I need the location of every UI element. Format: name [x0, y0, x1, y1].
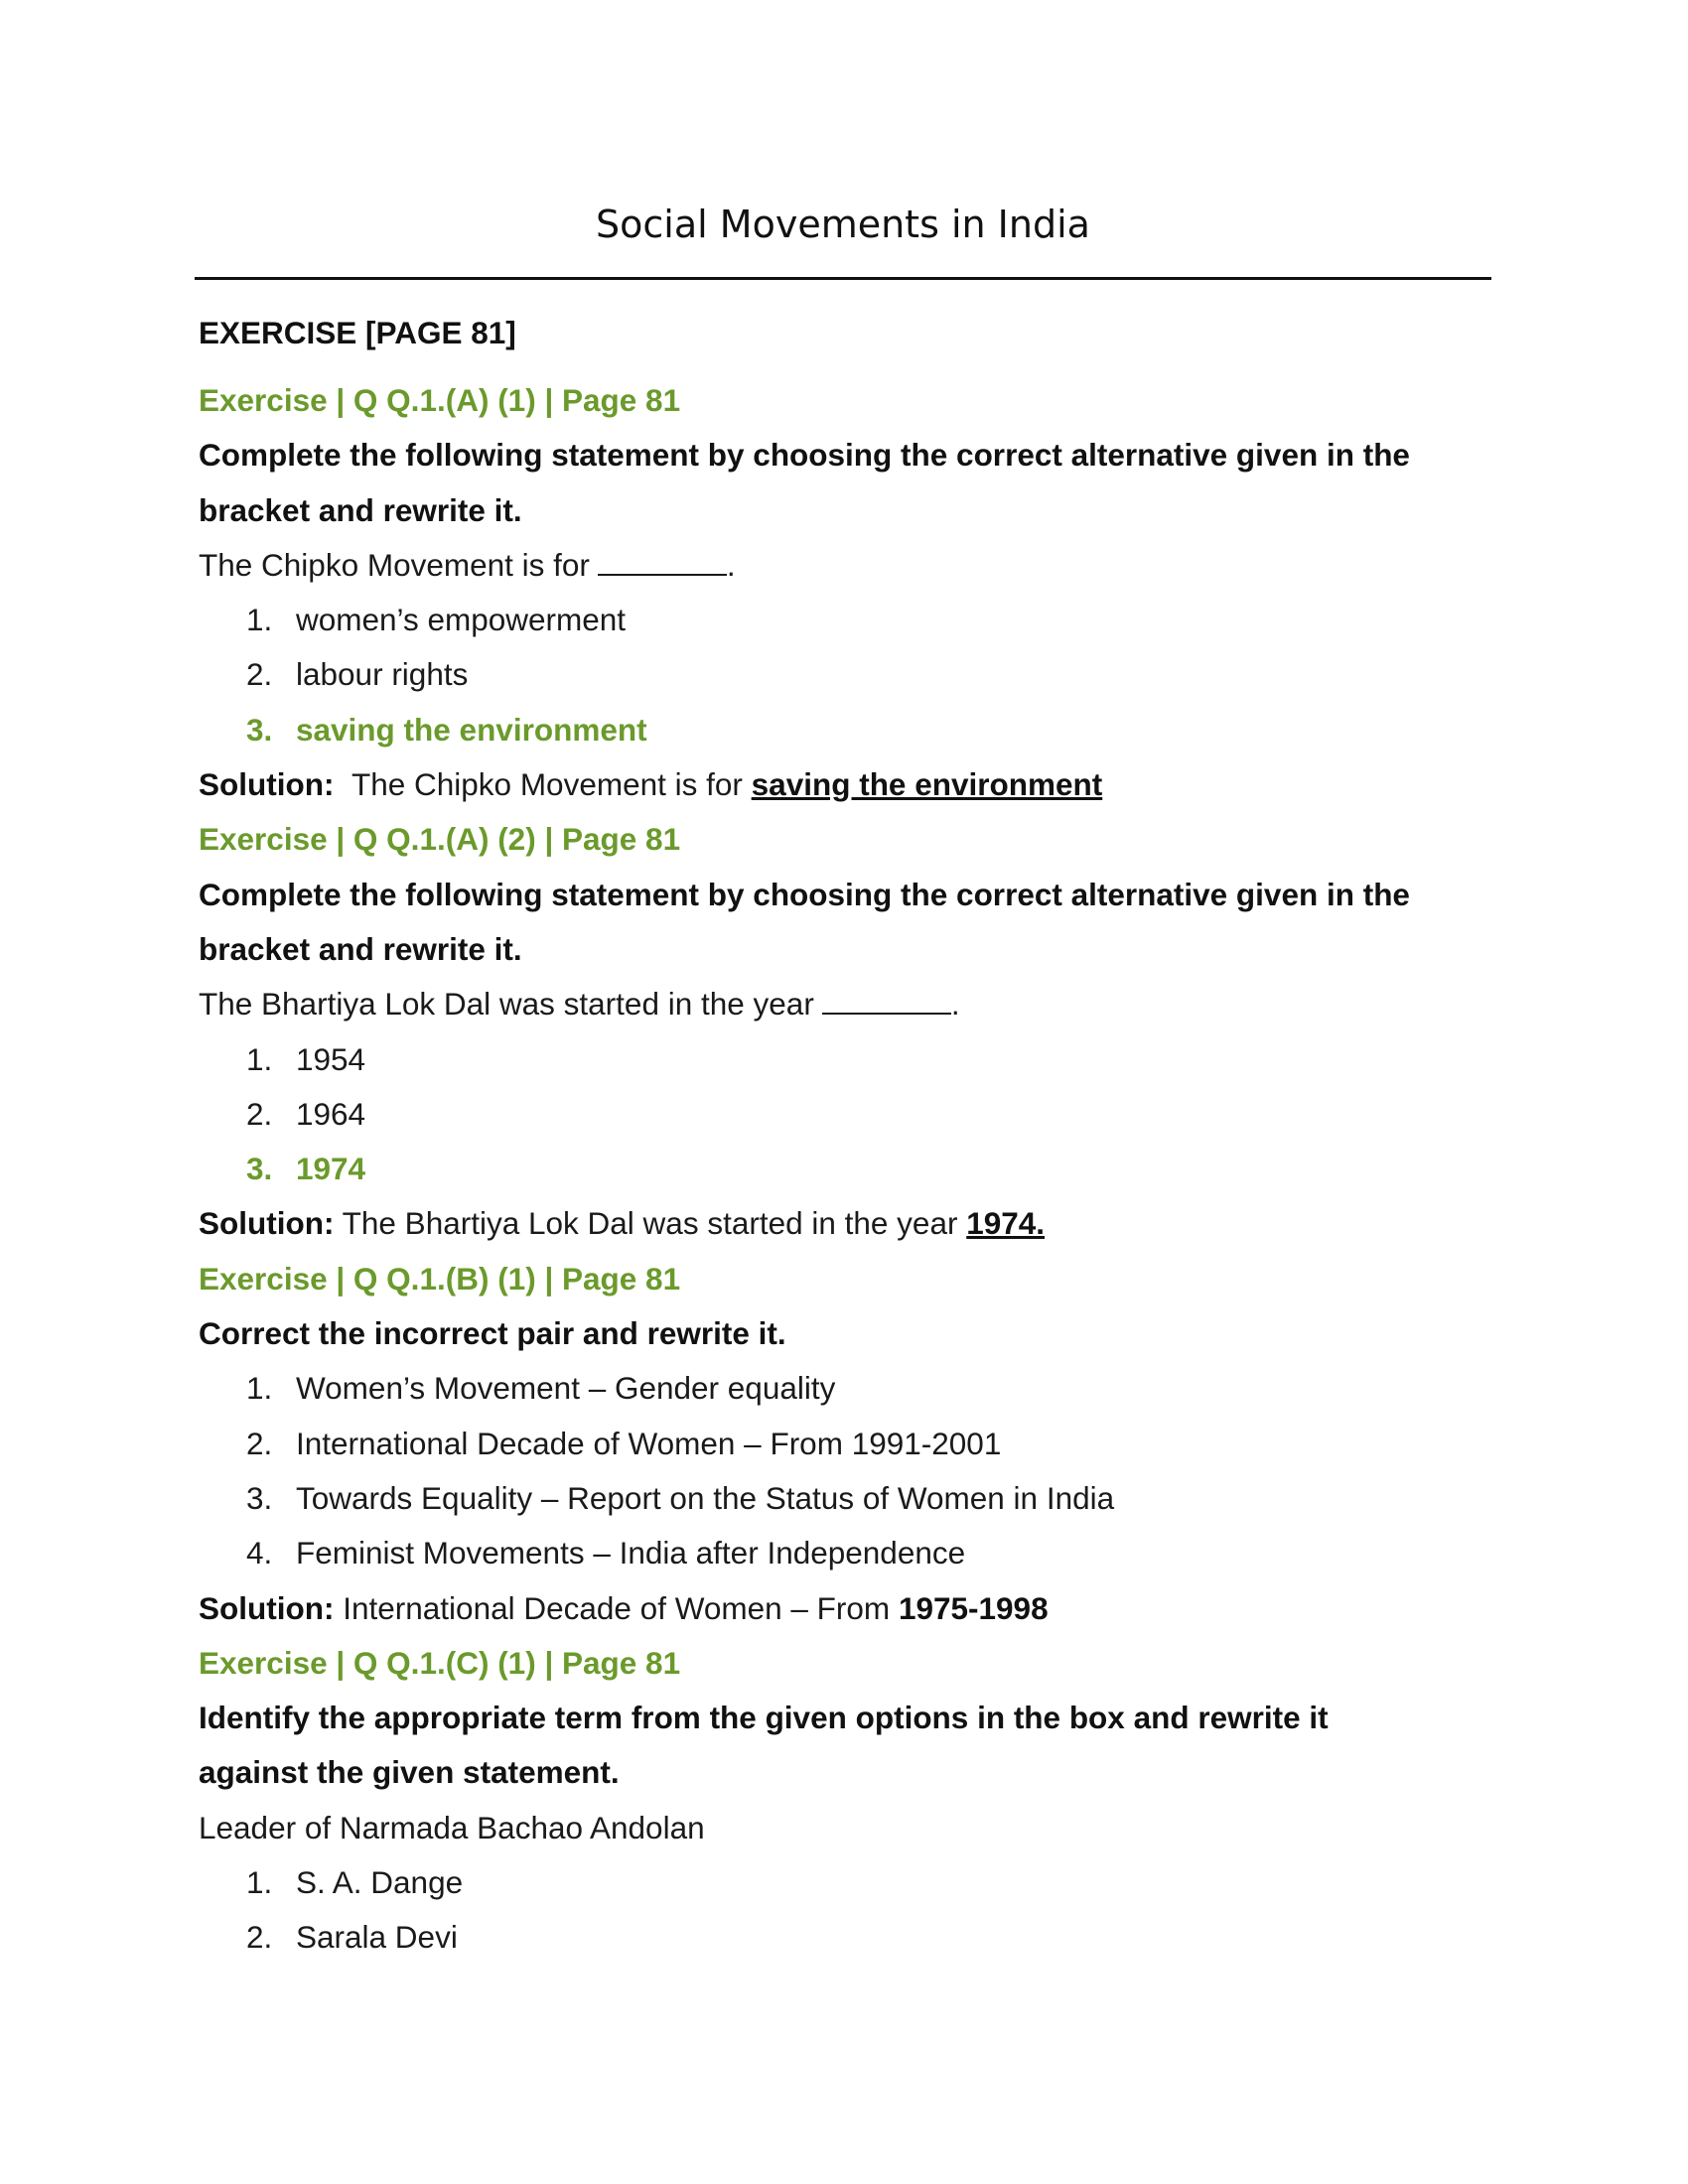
option-number: 3. [246, 1151, 273, 1187]
question-statement: Leader of Narmada Bachao Andolan [199, 1809, 705, 1845]
option-number: 2. [246, 1919, 273, 1956]
option-text: Towards Equality – Report on the Status of Women in India [296, 1479, 1115, 1516]
question-instruction: against the given statement. [199, 1754, 620, 1791]
question-block-3 [199, 1252, 1489, 1636]
solution-label: Solution: [199, 1589, 335, 1626]
question-heading: Exercise | Q Q.1.(A) (1) | Page 81 [199, 382, 681, 418]
option-number: 1. [246, 1040, 273, 1077]
title-divider [195, 277, 1491, 280]
option-text: Sarala Devi [296, 1919, 458, 1956]
question-instruction: bracket and rewrite it. [199, 491, 522, 528]
question-instruction: Complete the following statement by choosing the correct alternative given in the [199, 437, 1410, 474]
option-text: saving the environment [296, 711, 647, 748]
option-number: 2. [246, 656, 273, 693]
option-number: 3. [246, 711, 273, 748]
option-item [199, 1471, 1489, 1526]
option-text: S. A. Dange [296, 1864, 464, 1901]
statement-end: . [950, 986, 960, 1023]
option-number: 2. [246, 1095, 273, 1132]
option-text: women’s empowerment [296, 602, 627, 638]
option-item [199, 1087, 1489, 1142]
option-text: 1964 [296, 1095, 366, 1132]
solution-text: International Decade of Women – From [343, 1589, 891, 1626]
question-heading: Exercise | Q Q.1.(A) (2) | Page 81 [199, 821, 681, 858]
solution-answer: saving the environment [751, 766, 1103, 803]
question-statement [199, 538, 1489, 593]
statement-text: The Chipko Movement is for [199, 546, 590, 583]
option-number: 4. [246, 1535, 273, 1571]
solution-label: Solution: [199, 1205, 335, 1242]
solution-text: The Chipko Movement is for [351, 766, 743, 803]
option-item [199, 1361, 1489, 1416]
question-block-1 [199, 373, 1489, 812]
option-number: 3. [246, 1479, 273, 1516]
option-number: 1. [246, 1864, 273, 1901]
option-item [199, 647, 1489, 702]
option-item [199, 1910, 1489, 1965]
solution-label: Solution: [199, 766, 335, 803]
option-text: labour rights [296, 656, 469, 693]
question-instruction: Identify the appropriate term from the given options in the box and rewrite it [199, 1700, 1329, 1736]
question-instruction: Complete the following statement by choosing the correct alternative given in the [199, 876, 1410, 912]
question-statement [199, 977, 1489, 1031]
document-body [199, 293, 1489, 1966]
option-item [199, 1417, 1489, 1471]
solution-text: The Bhartiya Lok Dal was started in the year [342, 1205, 958, 1242]
answer-blank [822, 983, 951, 1015]
question-instruction: Correct the incorrect pair and rewrite it. [199, 1315, 786, 1352]
option-item [199, 593, 1489, 647]
option-item-correct [199, 703, 1489, 757]
option-item [199, 1032, 1489, 1087]
option-text: Women’s Movement – Gender equality [296, 1370, 836, 1407]
option-item [199, 1526, 1489, 1580]
solution [199, 1196, 1489, 1251]
question-block-4 [199, 1636, 1489, 1966]
option-text: 1954 [296, 1040, 366, 1077]
option-number: 2. [246, 1425, 273, 1461]
solution [199, 1581, 1489, 1636]
option-text: Feminist Movements – India after Independence [296, 1535, 966, 1571]
solution-answer: 1975-1998 [898, 1589, 1049, 1626]
option-text: International Decade of Women – From 1991-2001 [296, 1425, 1002, 1461]
option-item-correct [199, 1142, 1489, 1196]
question-instruction: bracket and rewrite it. [199, 930, 522, 967]
option-text: 1974 [296, 1151, 366, 1187]
page-title: Social Movements in India [596, 203, 1090, 246]
option-item [199, 1855, 1489, 1910]
statement-text: The Bhartiya Lok Dal was started in the year [199, 986, 814, 1023]
solution-answer: 1974. [966, 1205, 1046, 1242]
option-number: 1. [246, 1370, 273, 1407]
option-number: 1. [246, 602, 273, 638]
section-heading: EXERCISE [PAGE 81] [199, 315, 516, 350]
solution [199, 757, 1489, 812]
answer-blank [598, 544, 727, 576]
statement-end: . [726, 546, 736, 583]
question-block-2 [199, 812, 1489, 1251]
question-heading: Exercise | Q Q.1.(B) (1) | Page 81 [199, 1260, 681, 1297]
question-heading: Exercise | Q Q.1.(C) (1) | Page 81 [199, 1644, 681, 1681]
